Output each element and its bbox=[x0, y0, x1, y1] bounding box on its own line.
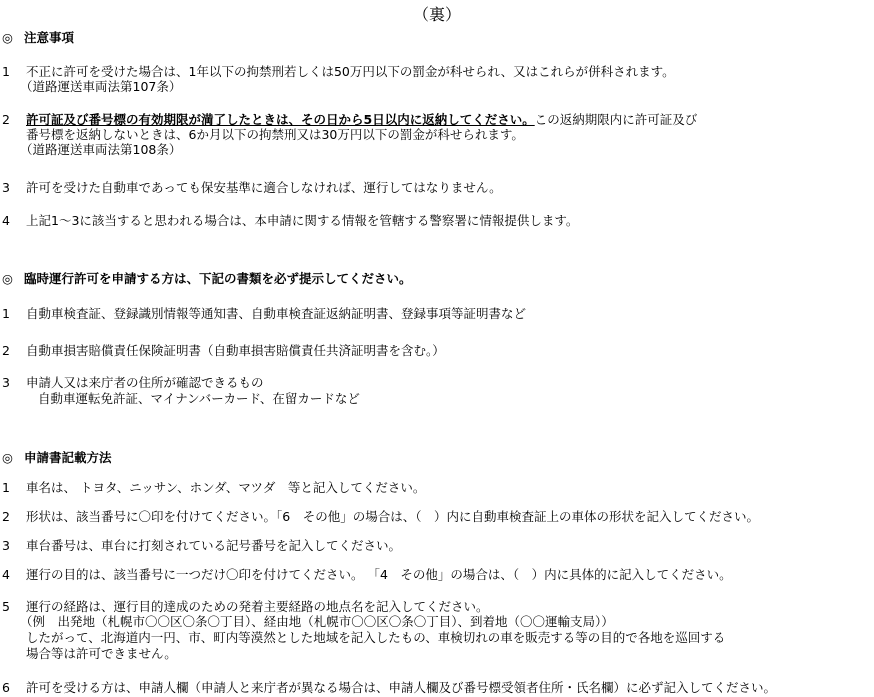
section-heading-notes bbox=[2, 28, 74, 46]
notes-item-1 bbox=[2, 64, 675, 79]
item-emphasis: 許可証及び番号標の有効期限が満了したときは、その日から5日以内に返納してください。 bbox=[26, 112, 535, 127]
documents-item-2 bbox=[2, 343, 445, 358]
notes-item-2 bbox=[2, 112, 697, 127]
item-text: この返納期限内に許可証及び bbox=[534, 112, 698, 127]
section-heading-how-to-fill bbox=[2, 448, 112, 466]
item-number: 2 bbox=[2, 112, 10, 127]
notes-item-3 bbox=[2, 180, 502, 195]
fill-item-4 bbox=[2, 567, 732, 582]
item-text: 車台番号は、車台に打刻されている記号番号を記入してください。 bbox=[26, 538, 402, 553]
section-heading-required-documents bbox=[2, 269, 412, 287]
fill-item-6 bbox=[2, 680, 776, 695]
fill-item-3 bbox=[2, 538, 401, 553]
item-text: 自動車損害賠償責任保険証明書（自動車損害賠償責任共済証明書を含む。） bbox=[26, 343, 445, 358]
item-number: 1 bbox=[2, 64, 10, 79]
item-number: 2 bbox=[2, 509, 10, 524]
documents-item-3 bbox=[2, 375, 264, 390]
item-text: 形状は、該当番号に〇印を付けてください。「6 その他」の場合は、（ ）内に自動車検査証上の車体の形状を記入してください。 bbox=[26, 509, 759, 524]
item-text: 不正に許可を受けた場合は、1年以下の拘禁刑若しくは50万円以下の罰金が科せられ、又はこれらが併科されます。 bbox=[26, 64, 675, 79]
fill-item-5 bbox=[2, 599, 489, 614]
fill-item-5-example: （例 出発地（札幌市〇〇区〇条〇丁目）、経由地（札幌市〇〇区〇条〇丁目）、到着地（〇〇運輸支局）） bbox=[20, 614, 614, 629]
item-text: 許可を受ける方は、申請人欄（申請人と来庁者が異なる場合は、申請人欄及び番号標受領者住所・氏名欄）に必ず記入してください。 bbox=[26, 680, 777, 695]
item-text: 車名は、 トヨタ、ニッサン、ホンダ、マツダ 等と記入してください。 bbox=[26, 480, 426, 495]
section-title: 臨時運行許可を申請する方は、下記の書類を必ず提示してください。 bbox=[24, 271, 412, 286]
item-text: 運行の経路は、運行目的達成のための発着主要経路の地点名を記入してください。 bbox=[26, 599, 489, 614]
item-number: 3 bbox=[2, 538, 10, 553]
section-mark: ◎ bbox=[2, 271, 13, 286]
notes-item-4 bbox=[2, 213, 578, 228]
fill-item-2 bbox=[2, 509, 759, 524]
item-text: 自動車検査証、登録識別情報等通知書、自動車検査証返納証明書、登録事項等証明書など bbox=[26, 306, 527, 321]
item-number: 2 bbox=[2, 343, 10, 358]
item-number: 4 bbox=[2, 213, 10, 228]
section-title: 申請書記載方法 bbox=[24, 450, 112, 465]
fill-item-1 bbox=[2, 480, 425, 495]
notes-item-2-line2: 番号標を返納しないときは、6か月以下の拘禁刑又は30万円以下の罰金が科せられます。 bbox=[26, 127, 524, 142]
item-number: 6 bbox=[2, 680, 10, 695]
section-mark: ◎ bbox=[2, 450, 13, 465]
item-text: 上記1～3に該当すると思われる場合は、本申請に関する情報を管轄する警察署に情報提供します。 bbox=[26, 213, 579, 228]
item-number: 3 bbox=[2, 375, 10, 390]
page-header: （裏） bbox=[412, 5, 461, 24]
item-number: 4 bbox=[2, 567, 10, 582]
item-text: 許可を受けた自動車であっても保安基準に適合しなければ、運行してはなりません。 bbox=[26, 180, 502, 195]
item-number: 3 bbox=[2, 180, 10, 195]
item-number: 5 bbox=[2, 599, 10, 614]
section-title: 注意事項 bbox=[24, 30, 75, 45]
notes-item-1-law: （道路運送車両法第107条） bbox=[20, 79, 182, 94]
documents-item-3-examples: 自動車運転免許証、マイナンバーカード、在留カードなど bbox=[38, 391, 360, 406]
section-mark: ◎ bbox=[2, 30, 13, 45]
documents-item-1 bbox=[2, 306, 526, 321]
notes-item-2-law: （道路運送車両法第108条） bbox=[20, 142, 182, 157]
fill-item-5-line3: したがって、北海道内一円、市、町内等漠然とした地域を記入したもの、車検切れの車を販売する等の目的で各地を巡回する bbox=[26, 630, 726, 645]
item-text: 運行の目的は、該当番号に一つだけ〇印を付けてください。 「4 その他」の場合は、（ ）内に具体的に記入してください。 bbox=[26, 567, 732, 582]
item-text: 申請人又は来庁者の住所が確認できるもの bbox=[26, 375, 264, 390]
item-number: 1 bbox=[2, 480, 10, 495]
item-number: 1 bbox=[2, 306, 10, 321]
fill-item-5-line4: 場合等は許可できません。 bbox=[26, 646, 177, 661]
